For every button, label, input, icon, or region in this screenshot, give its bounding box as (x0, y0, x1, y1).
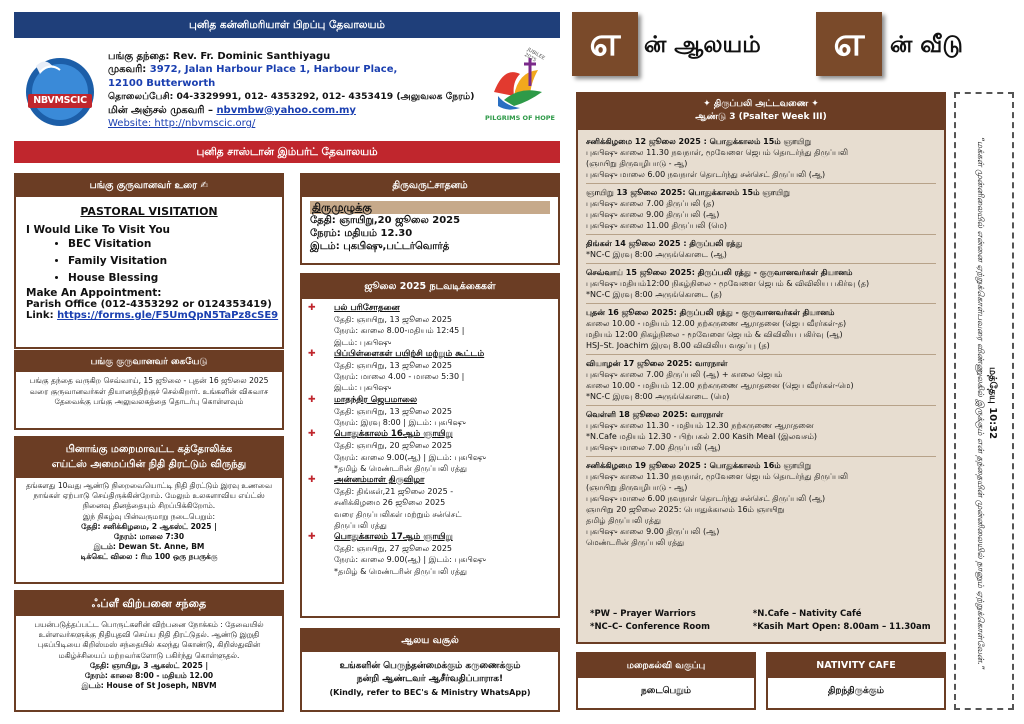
activity-line: நேரம்: இரவு 8:00 | இடம்: புகபிஷு (334, 418, 466, 428)
catechism-status: நடைபெறும் (641, 686, 691, 696)
activity-title: பொதுக்காலம் 16ஆம் ஞாயிறு (334, 429, 453, 440)
schedule-line: புகபிஷு காலை 11.30 நவநாள், மூவேளை ஜெபம் தொடர்ந்து திருப்பலி (586, 148, 849, 157)
catechism-box (576, 652, 756, 710)
schedule-day-block (586, 457, 936, 551)
schedule-day-title: செவ்வாய் 15 ஜூலை 2025: திருப்பலி ரத்து - குருவானவர்கள் தியானம் (586, 268, 853, 277)
sacraments-heading: திருவருட்சாதனம் (302, 175, 558, 197)
cross-icon: ✚ (308, 532, 316, 543)
activity-line: நேரம்: மாலை 4.00 - மாலை 5:30 | (334, 372, 465, 382)
activity-line: தேதி: ஞாயிறு, 13 ஜூலை 2025 (334, 315, 453, 325)
schedule-line: *NC-C இரவு 8:00 அருங்கொடை (மெ) (586, 392, 730, 401)
activity-line: திருப்பலி ரத்து (334, 520, 387, 530)
activity-item (302, 395, 558, 429)
side-quote-rotated (974, 103, 998, 703)
schedule-line: புகபிஷு காலை 9.00 திருப்பலி (ஆ) (586, 527, 720, 536)
title-word-2: ன் வீடு (890, 32, 963, 58)
cross-icon: ✚ (308, 475, 316, 486)
activity-item (302, 532, 558, 577)
schedule-day-title: புதன் 16 ஜூலை 2025: திருப்பலி ரத்து - குருவானவர்கள் தியானம் (586, 308, 835, 317)
visit-type-item: • House Blessing (68, 270, 282, 287)
schedule-line: மெண்டரின் திருப்பலி ரத்து (586, 538, 685, 547)
schedule-line: புகபிஷு காலை 11.30 - மதியம் 12.30 நற்கருணை ஆராதனை (586, 421, 814, 430)
schedule-day-title: திங்கள் 14 ஜூலை 2025 : திருப்பலி ரத்து (586, 239, 743, 248)
schedule-line: காலை 10.00 - மதியம் 12.00 நற்கருணை ஆராதனை (ஜெப வீரர்கள்-மெ) (586, 381, 854, 390)
schedule-line: புகபிஷு மதியம்12:00 நிகழ்நிலை - மூவேளை ஜெபம் & விவிலிய பகிர்வு (த) (586, 279, 870, 288)
cafe-heading: NATIVITY CAFE (768, 654, 944, 678)
schedule-title: ✦ திருப்பலி அட்டவணை ✦ (703, 99, 819, 109)
activity-line: *தமிழ் & மெண்டரின் திருப்பலி ரத்து (334, 566, 467, 576)
flea-sale-date: தேதி: ஞாயிறு, 3 ஆகஸ்ட் 2025 | (89, 660, 209, 670)
activity-line: தேதி: ஞாயிறு, 13 ஜூலை 2025 (334, 361, 453, 371)
activity-line: இடம்: புகபிஷு (334, 337, 392, 347)
flea-sale-time: நேரம்: காலை 8:00 - மதியம் 12.00 (84, 671, 214, 681)
schedule-line: ஞாயிறு 20 ஜூலை 2025: பொதுக்காலம் 16ம் ஞாயிறு (586, 505, 785, 514)
activity-line: நேரம்: காலை 8.00-மதியம் 12:45 | (334, 326, 465, 336)
legend-item: *Kasih Mart Open: 8.00am – 11.30am (752, 622, 931, 632)
activity-item (302, 349, 558, 394)
catechism-heading: மறைகல்வி வகுப்பு (578, 654, 754, 678)
schedule-line: (ஞாயிறு திருவழிபாடு - ஆ) (586, 159, 688, 168)
schedule-line: புகபிஷு காலை 7.00 திருப்பலி (ஆ) + காலை ஜெபம் (586, 370, 783, 379)
schedule-list (578, 130, 944, 554)
activity-title: பொதுக்காலம் 17ஆம் ஞாயிறு (334, 532, 453, 543)
sacrament-time: நேரம்: மதியம் 12.30 (310, 228, 413, 239)
link-label: Link: (26, 310, 54, 321)
parish-logo (20, 48, 100, 130)
schedule-line: *NC-C இரவு 8:00 அருங்கொடை (த) (586, 290, 722, 299)
collection-line-3: (Kindly, refer to BEC's & Ministry WhatsApp) (329, 688, 531, 697)
visit-type-item: • BEC Visitation (68, 236, 282, 253)
schedule-day-title: வெள்ளி 18 ஜூலை 2025: வாரநாள் (586, 410, 724, 419)
schedule-line: புகபிஷு காலை 11.00 திருப்பலி (மெ) (586, 221, 727, 230)
cross-icon: ✚ (308, 394, 316, 405)
activity-line: *தமிழ் & மெண்டரின் திருப்பலி ரத்து (334, 463, 467, 473)
sacrament-date: தேதி: ஞாயிறு,20 ஜூலை 2025 (310, 215, 461, 226)
cross-icon: ✚ (308, 429, 316, 440)
activity-line: இடம்: புகபிஷு (334, 383, 392, 393)
pastoral-title: PASTORAL VISITATION (80, 205, 218, 218)
activity-title: பல் பரிசோதனை (334, 303, 400, 313)
fundraiser-text: தங்களது 10வது ஆண்டு நிறைவையொட்டி நிதி திரட்டும் இரவு உணவை நாங்கள் ஏற்பாடு செய்திருக்கின்றோம். மேலும் உலகளாவிய எய்ட்ஸ் நினைவு தினத்தையும் சிறப்பிக்கிறோம். (25, 481, 273, 511)
email-label: மின் அஞ்சல் முகவரி – (108, 104, 213, 116)
collection-heading: ஆலய வசூல் (302, 630, 558, 652)
jubilee-tagline: PILGRIMS OF HOPE (485, 114, 555, 122)
flea-sale-venue: இடம்: House of St Joseph, NBVM (81, 681, 217, 691)
second-church-banner (14, 141, 560, 163)
fundraiser-ticket: டிக்கெட் விலை : ரிம 100 ஒரு நபருக்கு (80, 552, 218, 562)
schedule-line: HSJ–St. Joachim இரவு 8.00 விவிலிய வகுப்பு (த) (586, 341, 770, 350)
jubilee-year: JUBILEE 2025 (523, 46, 546, 64)
schedule-line: புகபிஷு மாலை 6.00 நவநாள் தொடர்ந்து சன்செட் திருப்பலி (ஆ) (586, 494, 826, 503)
title-letter-2: எ (816, 12, 882, 76)
priest-leave-text: பங்கு தந்தை வருகிற செவ்வாய், 15 ஜூலை - புதன் 16 ஜூலை 2025 வரை குருவானவர்கள் தியானத்திற்குச் செல்கிறார். உங்களின் விசுவாச தேவைக்கு பங்கு அலுவலகத்தை தொடர்பு கொள்ளவும் (29, 376, 269, 406)
activities-box (300, 273, 560, 618)
mass-schedule-box (576, 92, 946, 644)
schedule-line: புகபிஷு மாலை 7.00 திருப்பலி (ஆ) (586, 443, 721, 452)
activity-title: அன்னம்மாள் திருவிழா (334, 475, 425, 486)
email-link[interactable]: nbvmbw@yahoo.com.my (216, 104, 356, 116)
fundraiser-time: நேரம்: மாலை 7:30 (113, 532, 185, 542)
contact-block (108, 50, 498, 130)
fundraiser-date: தேதி: சனிக்கிழமை, 2 ஆகஸ்ட் 2025 | (81, 521, 217, 531)
address-line-2: 12100 Butterworth (108, 77, 216, 89)
activity-item (302, 475, 558, 531)
schedule-heading (578, 94, 944, 130)
side-quote-box (954, 92, 1014, 710)
cafe-box (766, 652, 946, 710)
title-letter-1: எ (572, 12, 638, 76)
cross-icon: ✚ (308, 303, 316, 313)
activity-line: நேரம்: காலை 9.00(ஆ) | இடம்: புகபிஷு (334, 452, 486, 462)
legend-item: *N.Cafe – Nativity Café (752, 609, 862, 619)
schedule-line: புகபிஷு காலை 11.30 நவநாள், மூவேளை ஜெபம் தொடர்ந்து திருப்பலி (586, 472, 849, 481)
schedule-day-block (586, 304, 936, 355)
activity-line: தேதி: ஞாயிறு, 13 ஜூலை 2025 (334, 406, 453, 416)
schedule-line: புகபிஷு காலை 9.00 திருப்பலி (ஆ) (586, 210, 720, 219)
sacrament-venue: இடம்: புகபிஷு,பட்டர்வொர்த் (310, 241, 450, 252)
flea-sale-text: பயன்படுத்தப்பட்ட பொருட்களின் விற்பனை நோக்கம் : தேவையில் உள்ளவர்களுக்கு நிதியுதவி செய்ய நிதி திரட்டுதல். ஆண்டு இறுதி புகப்பிடியை கிறிஸ்மஸ் சந்தையில் கலந்து கொண்டு, கிறிஸ்துவின் மகிழ்ச்சியைப் மற்றவர்களோடு பகிர்ந்து கொள்ளுதல். (34, 620, 264, 660)
address-label: முகவரி: (108, 64, 147, 76)
activity-line: சனிக்கிழமை 26 ஜூலை 2025 (334, 498, 446, 508)
address: 3972, Jalan Harbour Place 1, Harbour Place, (149, 64, 398, 76)
quote-text: “மக்கள் முன்னிலையில் என்னை ஏற்றுக்கொள்பவரை விண்ணுலகில் இருக்கும் என் தந்தையின் முன்னிலையில் நானும் ஏற்றுக்கொள்வேன்.” (975, 136, 985, 670)
schedule-day-block (586, 235, 936, 264)
legend-item: *NC–C– Conference Room (590, 622, 710, 632)
quote-reference: மத்தேயு 10:32 (987, 366, 998, 440)
activity-title: பிப்பிள்ளைகள் பயிற்சி மற்றும் கூட்டம் (334, 348, 485, 359)
collection-line-1: உங்களின் பெருந்தன்மைக்கும் கருணைக்கும் (339, 661, 521, 671)
title-word-1: ன் ஆலயம் (644, 32, 761, 58)
parish-priest: பங்கு தந்தை: Rev. Fr. Dominic Santhiyagu (108, 51, 331, 62)
flea-sale-box (14, 590, 284, 712)
pastoral-box (14, 173, 284, 349)
appointment-label: Make An Appointment: (26, 287, 162, 299)
activities-list (302, 299, 558, 577)
schedule-day-block (586, 133, 936, 184)
schedule-legend (590, 608, 940, 634)
form-link[interactable]: https://forms.gle/F5UmQpN5TaPz8cSE9 (57, 310, 279, 321)
visit-type-item: • Family Visitation (68, 253, 282, 270)
cafe-status: திறந்திருக்கும் (828, 686, 884, 696)
schedule-day-title: சனிக்கிழமை 19 ஜூலை 2025 : பொதுக்காலம் 16ம் ஞாயிறு (586, 461, 812, 470)
flea-sale-heading: ஃப்ளீ விற்பனை சந்தை (16, 592, 282, 616)
website-link[interactable]: Website: http://nbvmscic.org/ (108, 118, 256, 130)
activity-line: தேதி: ஞாயிறு, 27 ஜூலை 2025 (334, 544, 453, 554)
sacraments-box (300, 173, 560, 265)
schedule-subtitle: ஆண்டு 3 (Psalter Week III) (695, 112, 827, 122)
schedule-day-title: வியாழன் 17 ஜூலை 2025: வாரநாள் (586, 359, 728, 368)
activity-line: நேரம்: காலை 9.00(ஆ) | இடம்: புகபிஷு (334, 555, 486, 565)
activity-title: மாதந்திர ஜெபமாலை (334, 394, 417, 405)
activity-item (302, 429, 558, 474)
cross-icon: ✚ (308, 348, 316, 359)
logo-text: NBVMSCIC (33, 95, 87, 106)
schedule-line: (ஞாயிறு திருவழிபாடு - ஆ) (586, 483, 688, 492)
church-name-banner (14, 12, 560, 38)
fundraiser-box (14, 436, 284, 584)
fundraiser-heading (16, 438, 282, 478)
pastoral-heading: பங்கு குருவானவர் உரை ✍ (16, 175, 282, 197)
fundraiser-venue: இடம்: Dewan St. Anne, BM (93, 542, 205, 552)
schedule-day-block (586, 355, 936, 406)
office-contact: Parish Office (012-4353292 or 0124353419) (26, 299, 272, 310)
phone: தொலைப்பேசி: 04-3329991, 012- 4353292, 012- 4353419 (அலுவலக நேரம்) (108, 91, 475, 103)
schedule-line: *N.Cafe மதியம் 12.30 - பிற்பகல் 2.00 Kasih Meal (இலவசம்) (586, 432, 818, 441)
schedule-line: புகபிஷு காலை 7.00 திருப்பலி (த) (586, 199, 715, 208)
schedule-line: புகபிஷு மாலை 6.00 நவநாள் தொடர்ந்து சன்செட் திருப்பலி (ஆ) (586, 170, 826, 179)
activity-line: தேதி: ஞாயிறு, 20 ஜூலை 2025 (334, 441, 453, 451)
schedule-day-block (586, 264, 936, 304)
schedule-day-title: சனிக்கிழமை 12 ஜூலை 2025 : பொதுக்காலம் 15ம் ஞாயிறு (586, 137, 812, 146)
schedule-day-block (586, 406, 936, 457)
schedule-day-block (586, 184, 936, 235)
pastoral-intro: I Would Like To Visit You (26, 224, 171, 236)
legend-item: *PW – Prayer Warriors (590, 609, 696, 619)
schedule-line: *NC-C இரவு 8:00 அருங்கொடை (ஆ) (586, 250, 727, 259)
fundraiser-heading-line-1: பினாங்கு மறைமாவட்ட கத்தோலிக்க (65, 444, 233, 455)
fundraiser-details-intro: இந் நிகழ்வு பின்வருமாறு நடைபெறும்: (82, 511, 216, 521)
schedule-line: காலை 10.00 - மதியம் 12.00 நற்கருணை ஆராதனை (ஜெப வீரர்கள்-த) (586, 319, 847, 328)
schedule-line: தமிழ் திருப்பலி ரத்து (586, 516, 661, 525)
jubilee-logo (484, 46, 556, 134)
activity-item (302, 303, 558, 348)
activity-line: வரை திருப்பலிகள் மற்றும் சன்செட் (334, 509, 462, 519)
fundraiser-heading-line-2: எய்ட்ஸ் அமைப்பின் நிதி திரட்டும் விருந்து (51, 459, 247, 470)
schedule-line: மதியம் 12:00 நிகழ்நிலை - மூவேளை ஜெபம் & விவிலிய பகிர்வு (ஆ) (586, 330, 843, 339)
activities-heading: ஜூலை 2025 நடவடிக்கைகள் (302, 275, 558, 299)
second-church-name: புனித சாஸ்டான் இம்பர்ட் தேவாலயம் (196, 146, 378, 158)
sacrament-title: திருமுழுக்கு (310, 201, 550, 214)
collection-line-2: நன்றி ஆண்டவர் ஆசீர்வதிப்பாராக! (356, 674, 504, 684)
church-name: புனித கன்னிமரியாள் பிறப்பு தேவாலயம் (189, 19, 385, 31)
schedule-day-title: ஞாயிறு 13 ஜூலை 2025: பொதுக்காலம் 15ம் ஞாயிறு (586, 188, 790, 197)
collection-box (300, 628, 560, 712)
activity-line: தேதி: திங்கள்,21 ஜூலை 2025 - (334, 487, 454, 497)
priest-leave-box (14, 350, 284, 430)
priest-leave-heading: பங்கு குருவானவர் கையேடு (16, 352, 282, 372)
